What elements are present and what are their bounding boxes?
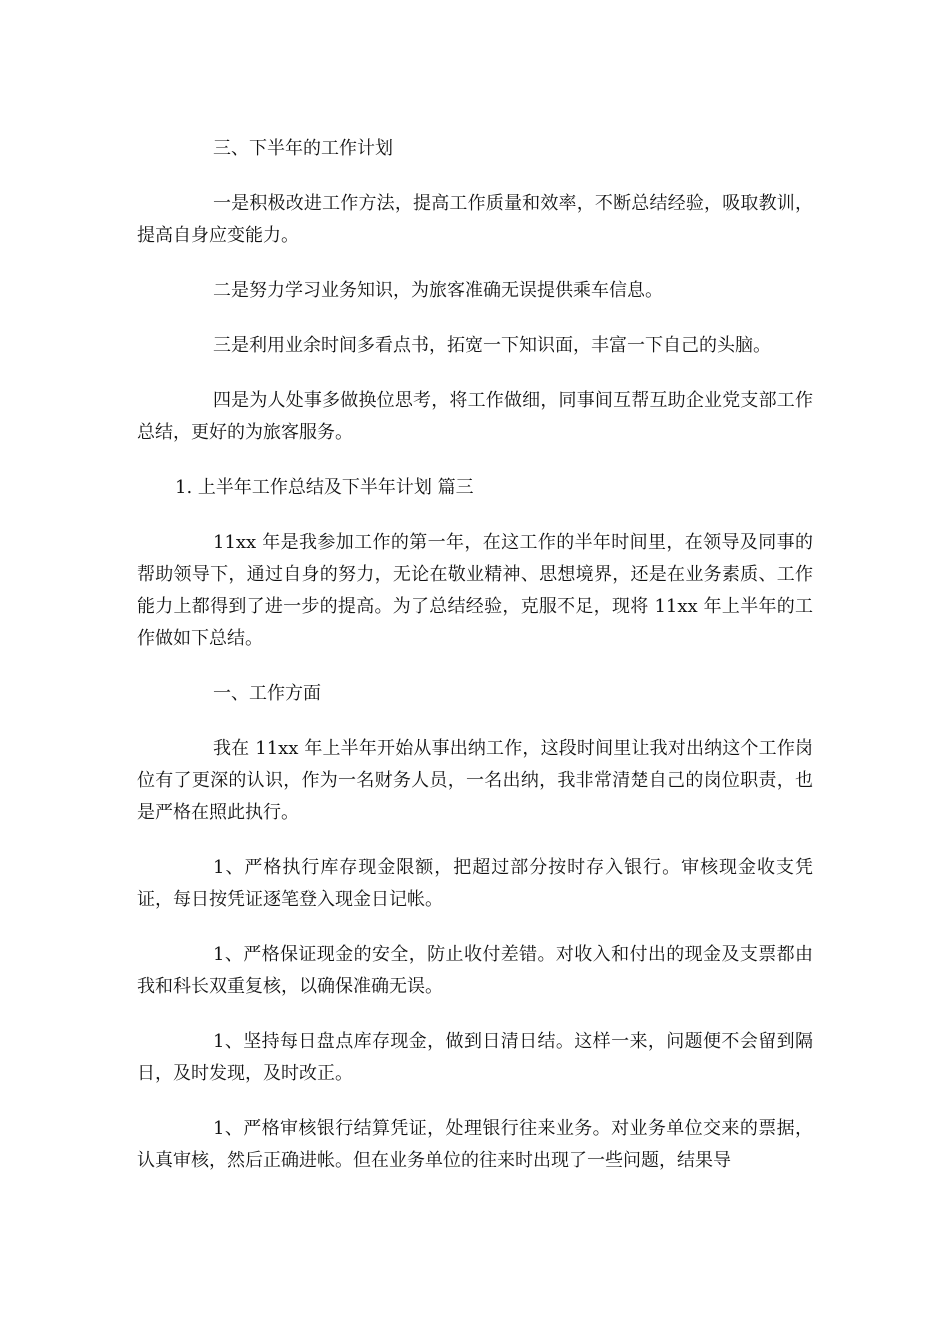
document-body — [137, 133, 813, 1200]
plan-paragraph-1: 一是积极改进工作方法，提高工作质量和效率，不断总结经验，吸取教训，提高自身应变能力。 — [137, 193, 813, 246]
intro-paragraph: 11xx 年是我参加工作的第一年，在这工作的半年时间里，在领导及同事的帮助领导下，通过自身的努力，无论在敬业精神、思想境界，还是在业务素质、工作能力上都得到了进一步的提高。为了总结经验，克服不足，现将 11xx 年上半年的工作做如下总结。 — [137, 532, 813, 649]
plan-paragraph-4: 四是为人处事多做换位思考，将工作做细，同事间互帮互助企业党支部工作总结，更好的为旅客服务。 — [137, 390, 813, 443]
work-paragraph-4: 1、坚持每日盘点库存现金，做到日清日结。这样一来，问题便不会留到隔日，及时发现，及时改正。 — [137, 1031, 813, 1084]
work-paragraph-5: 1、严格审核银行结算凭证，处理银行往来业务。对业务单位交来的票据，认真审核，然后正确进帐。但在业务单位的往来时出现了一些问题，结果导 — [137, 1118, 813, 1171]
work-paragraph-2: 1、严格执行库存现金限额，把超过部分按时存入银行。审核现金收支凭证，每日按凭证逐笔登入现金日记帐。 — [137, 857, 813, 910]
work-paragraph-3: 1、严格保证现金的安全，防止收付差错。对收入和付出的现金及支票都由我和科长双重复核，以确保准确无误。 — [137, 944, 813, 997]
plan-paragraph-2: 二是努力学习业务知识，为旅客准确无误提供乘车信息。 — [213, 280, 663, 301]
plan-paragraph-3: 三是利用业余时间多看点书，拓宽一下知识面，丰富一下自己的头脑。 — [213, 335, 771, 356]
section-heading-plan: 三、下半年的工作计划 — [213, 138, 393, 159]
article-heading: 1. 上半年工作总结及下半年计划 篇三 — [175, 477, 474, 498]
work-paragraph-1: 我在 11xx 年上半年开始从事出纳工作，这段时间里让我对出纳这个工作岗位有了更深的认识，作为一名财务人员，一名出纳，我非常清楚自己的岗位职责，也是严格在照此执行。 — [137, 738, 813, 823]
section-heading-work: 一、工作方面 — [213, 683, 321, 704]
